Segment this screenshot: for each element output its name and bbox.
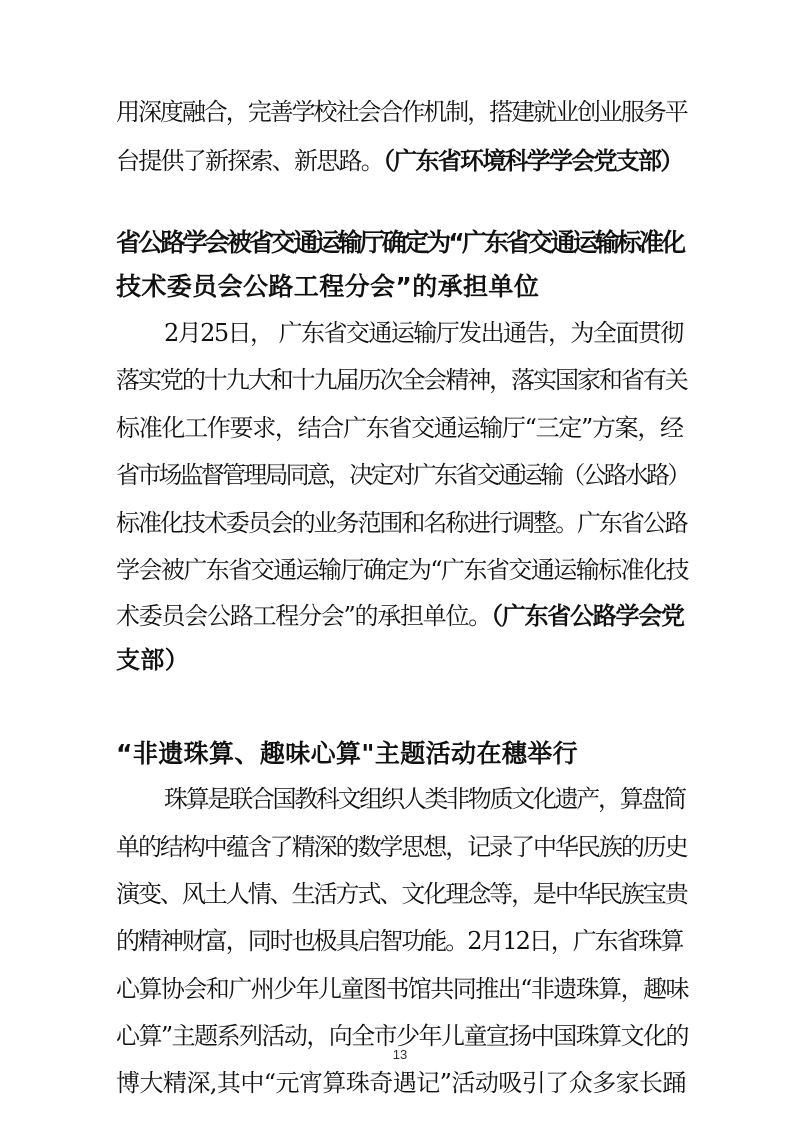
article1-source: （广东省公路学会党 bbox=[491, 602, 684, 630]
intro-line-2-text: 台提供了新探索、新思路。 bbox=[116, 147, 383, 175]
article1-line-5: 标准化技术委员会的业务范围和名称进行调整。广东省公路 bbox=[116, 509, 687, 537]
article2-line-7: 博大精深,其中“元宵算珠奇遇记”活动吸引了众多家长踊 bbox=[116, 1069, 686, 1097]
article1-title-line-1: 省公路学会被省交通运输厅确定为“广东省交通运输标准化 bbox=[116, 228, 684, 257]
article2-line-4: 的精神财富，同时也极具启智功能。2月12日，广东省珠算 bbox=[116, 927, 683, 955]
article1-line-4: 省市场监督管理局同意，决定对广东省交通运输（公路水路） bbox=[116, 461, 689, 489]
intro-line-2 bbox=[116, 146, 683, 177]
article2-line-1: 珠算是联合国教科文组织人类非物质文化遗产，算盘简 bbox=[164, 785, 685, 813]
article2-line-2: 单的结构中蕴含了精深的数学思想，记录了中华民族的历史 bbox=[116, 833, 687, 861]
article1-line-3: 标准化工作要求，结合广东省交通运输厅“三定”方案，经 bbox=[116, 414, 683, 442]
article1-line-1: 2月25日， 广东省交通运输厅发出通告，为全面贯彻 bbox=[164, 319, 683, 347]
page-number: 13 bbox=[392, 1047, 408, 1062]
intro-line-1: 用深度融合，完善学校社会合作机制，搭建就业创业服务平 bbox=[116, 98, 687, 126]
article2-line-3: 演变、风土人情、生活方式、文化理念等，是中华民族宝贵 bbox=[116, 880, 687, 908]
article2-title: “非遗珠算、趣味心算"主题活动在穗举行 bbox=[116, 739, 579, 768]
intro-source: （广东省环境科学学会党支部） bbox=[383, 147, 683, 175]
article1-line-7 bbox=[116, 601, 684, 632]
article1-source-continued: 支部） bbox=[116, 646, 190, 674]
article1-line-2: 落实党的十九大和十九届历次全会精神，落实国家和省有关 bbox=[116, 366, 687, 394]
article2-line-6: 心算”主题系列活动，向全市少年儿童宣扬中国珠算文化的 bbox=[116, 1022, 688, 1050]
article1-line-6: 学会被广东省交通运输厅确定为“广东省交通运输标准化技 bbox=[116, 556, 688, 584]
article1-line-7-text: 术委员会公路工程分会”的承担单位。 bbox=[116, 602, 492, 630]
article1-title-line-2: 技术委员会公路工程分会”的承担单位 bbox=[116, 272, 540, 301]
article2-line-5: 心算协会和广州少年儿童图书馆共同推出“非遗珠算，趣味 bbox=[116, 975, 688, 1003]
